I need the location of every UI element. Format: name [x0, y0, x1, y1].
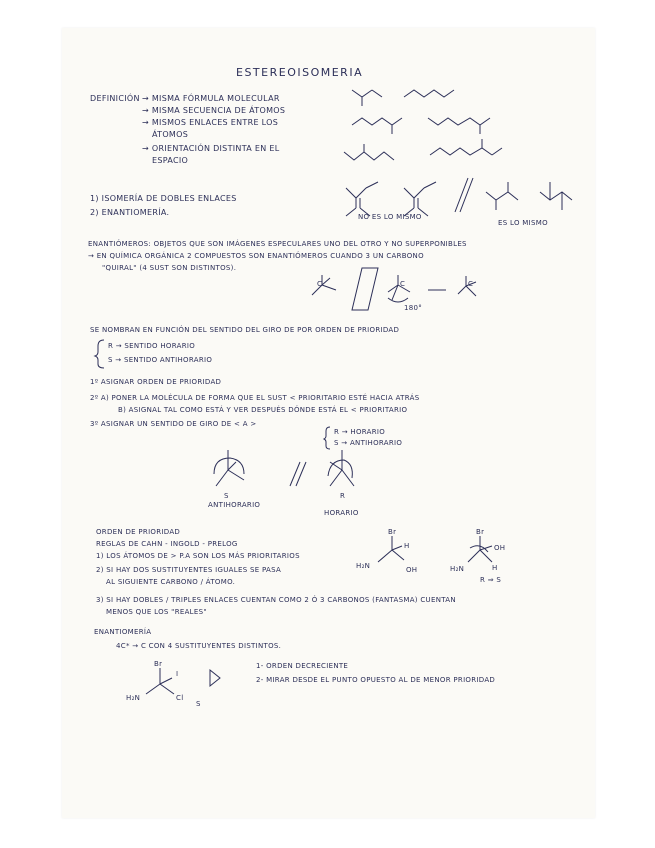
isomer-type: 1) ISOMERÍA DE DOBLES ENLACES	[90, 194, 237, 203]
atom-label: H₂N	[356, 562, 371, 570]
tetrahedral-sketch	[388, 275, 410, 300]
enantiomeria-step: 2- MIRAR DESDE EL PUNTO OPUESTO AL DE MENOR PRIORIDAD	[256, 676, 496, 684]
atom-label: Cl	[176, 694, 184, 702]
priority-subtitle: REGLAS DE CAHN - INGOLD - PRELOG	[96, 540, 238, 548]
skeletal-structure	[404, 90, 454, 97]
s-direction: S → SENTIDO ANTIHORARIO	[108, 356, 213, 364]
brace	[324, 427, 330, 449]
atom-label: Br	[154, 660, 163, 668]
atom-label: H	[492, 564, 498, 572]
rotation-angle: 180°	[404, 304, 423, 312]
enantiomeria-line: 4C* → C CON 4 SUSTITUYENTES DISTINTOS.	[116, 642, 282, 650]
molecule-sketch	[146, 668, 174, 694]
definition-point: → ORIENTACIÓN DISTINTA EN EL	[142, 144, 280, 153]
alkane-sketch	[540, 182, 572, 210]
definition-point: → MISMA SECUENCIA DE ÁTOMOS	[142, 106, 286, 115]
page-title: ESTEREOISOMERIA	[236, 66, 364, 79]
priority-rule: AL SIGUIENTE CARBONO / ÁTOMO.	[106, 578, 236, 586]
enantiomeria-title: ENANTIOMERÍA	[94, 628, 152, 636]
tetrahedral-sketch	[312, 275, 336, 295]
skeletal-structure	[428, 118, 490, 134]
nomenclature-intro: SE NOMBRAN EN FUNCIÓN DEL SENTIDO DEL GIRO DE POR ORDEN DE PRIORIDAD	[90, 326, 400, 334]
atom-label: C	[468, 280, 474, 288]
atom-label: OH	[494, 544, 506, 552]
sketch-label: S	[224, 492, 229, 500]
enantiomers-definition: ENANTIÓMEROS: OBJETOS QUE SON IMÁGENES ESPECULARES UNO DEL OTRO Y NO SUPERPONIBLES	[88, 240, 467, 248]
skeletal-structure	[430, 139, 502, 155]
r-direction: R → SENTIDO HORARIO	[108, 342, 196, 350]
tetrahedral-sketch	[216, 450, 244, 486]
definition-point: → MISMA FÓRMULA MOLECULAR	[142, 94, 280, 103]
step: R → HORARIO	[334, 428, 386, 436]
sketch-label: HORARIO	[324, 509, 359, 517]
priority-rule: MENOS QUE LOS "REALES"	[106, 608, 207, 616]
alkene-sketch	[404, 182, 436, 216]
atom-label: H₂N	[126, 694, 141, 702]
priority-rule: 2) SI HAY DOS SUSTITUYENTES IGUALES SE PASA	[96, 566, 282, 574]
skeletal-structure	[352, 118, 402, 134]
step: 2º A) PONER LA MOLÉCULA DE FORMA QUE EL SUST < PRIORITARIO ESTÉ HACIA ATRÁS	[90, 394, 420, 402]
sketch-label: R	[340, 492, 346, 500]
definition-point: ESPACIO	[152, 156, 189, 165]
brace	[95, 340, 104, 368]
enantiomeria-step: 1- ORDEN DECRECIENTE	[256, 662, 349, 670]
atom-label: Br	[476, 528, 485, 536]
molecule-sketch	[378, 536, 404, 562]
rotation-arc	[214, 458, 244, 474]
step: B) ASIGNAL TAL COMO ESTÁ Y VER DESPUÉS DÓNDE ESTÁ EL < PRIORITARIO	[118, 406, 408, 414]
tetrahedral-sketch	[330, 450, 354, 486]
atom-label: I	[176, 670, 179, 678]
atom-label: H₂N	[450, 565, 465, 573]
config-label: S	[196, 700, 201, 708]
atom-label: Br	[388, 528, 397, 536]
priority-title: ORDEN DE PRIORIDAD	[96, 528, 181, 536]
definition-label: DEFINICIÓN	[90, 94, 140, 103]
molecule-sketch	[468, 536, 492, 562]
sketch-label: ANTIHORARIO	[208, 501, 261, 509]
priority-rule: 3) SI HAY DOBLES / TRIPLES ENLACES CUENTAN COMO 2 Ó 3 CARBONOS (FANTASMA) CUENTAN	[96, 596, 456, 604]
tetrahedral-sketch	[458, 276, 476, 296]
compare-label: NO ES LO MISMO	[358, 213, 422, 221]
alkene-sketch	[346, 182, 378, 216]
priority-rule: 1) LOS ÁTOMOS DE > P.A SON LOS MÁS PRIORITARIOS	[96, 552, 300, 560]
r-to-s-label: R ⇒ S	[480, 576, 502, 584]
enantiomers-definition: → EN QUÍMICA ORGÁNICA 2 COMPUESTOS SON ENANTIÓMEROS CUANDO 3 UN CARBONO	[88, 252, 424, 260]
atom-label: OH	[406, 566, 418, 574]
skeletal-structure	[352, 90, 382, 106]
separator-bar	[296, 462, 306, 486]
compare-label: ES LO MISMO	[498, 219, 548, 227]
eye-sketch	[210, 670, 220, 686]
isomer-type: 2) ENANTIOMERÍA.	[90, 208, 170, 217]
definition-point: ÁTOMOS	[152, 130, 189, 139]
step: 3º ASIGNAR UN SENTIDO DE GIRO DE < A >	[90, 420, 257, 428]
definition-point: → MISMOS ENLACES ENTRE LOS	[142, 118, 279, 127]
atom-label: H	[404, 542, 410, 550]
rotation-arc	[388, 298, 408, 302]
skeletal-structure	[344, 144, 394, 160]
mirror-plane	[352, 268, 378, 310]
separator-bar	[290, 462, 300, 486]
alkane-sketch	[486, 182, 518, 210]
atom-label: C	[400, 280, 406, 288]
step: 1º ASIGNAR ORDEN DE PRIORIDAD	[90, 378, 222, 386]
atom-label: C	[317, 280, 323, 288]
enantiomers-definition: "QUIRAL" (4 SUST SON DISTINTOS).	[102, 264, 237, 272]
step: S → ANTIHORARIO	[334, 439, 403, 447]
